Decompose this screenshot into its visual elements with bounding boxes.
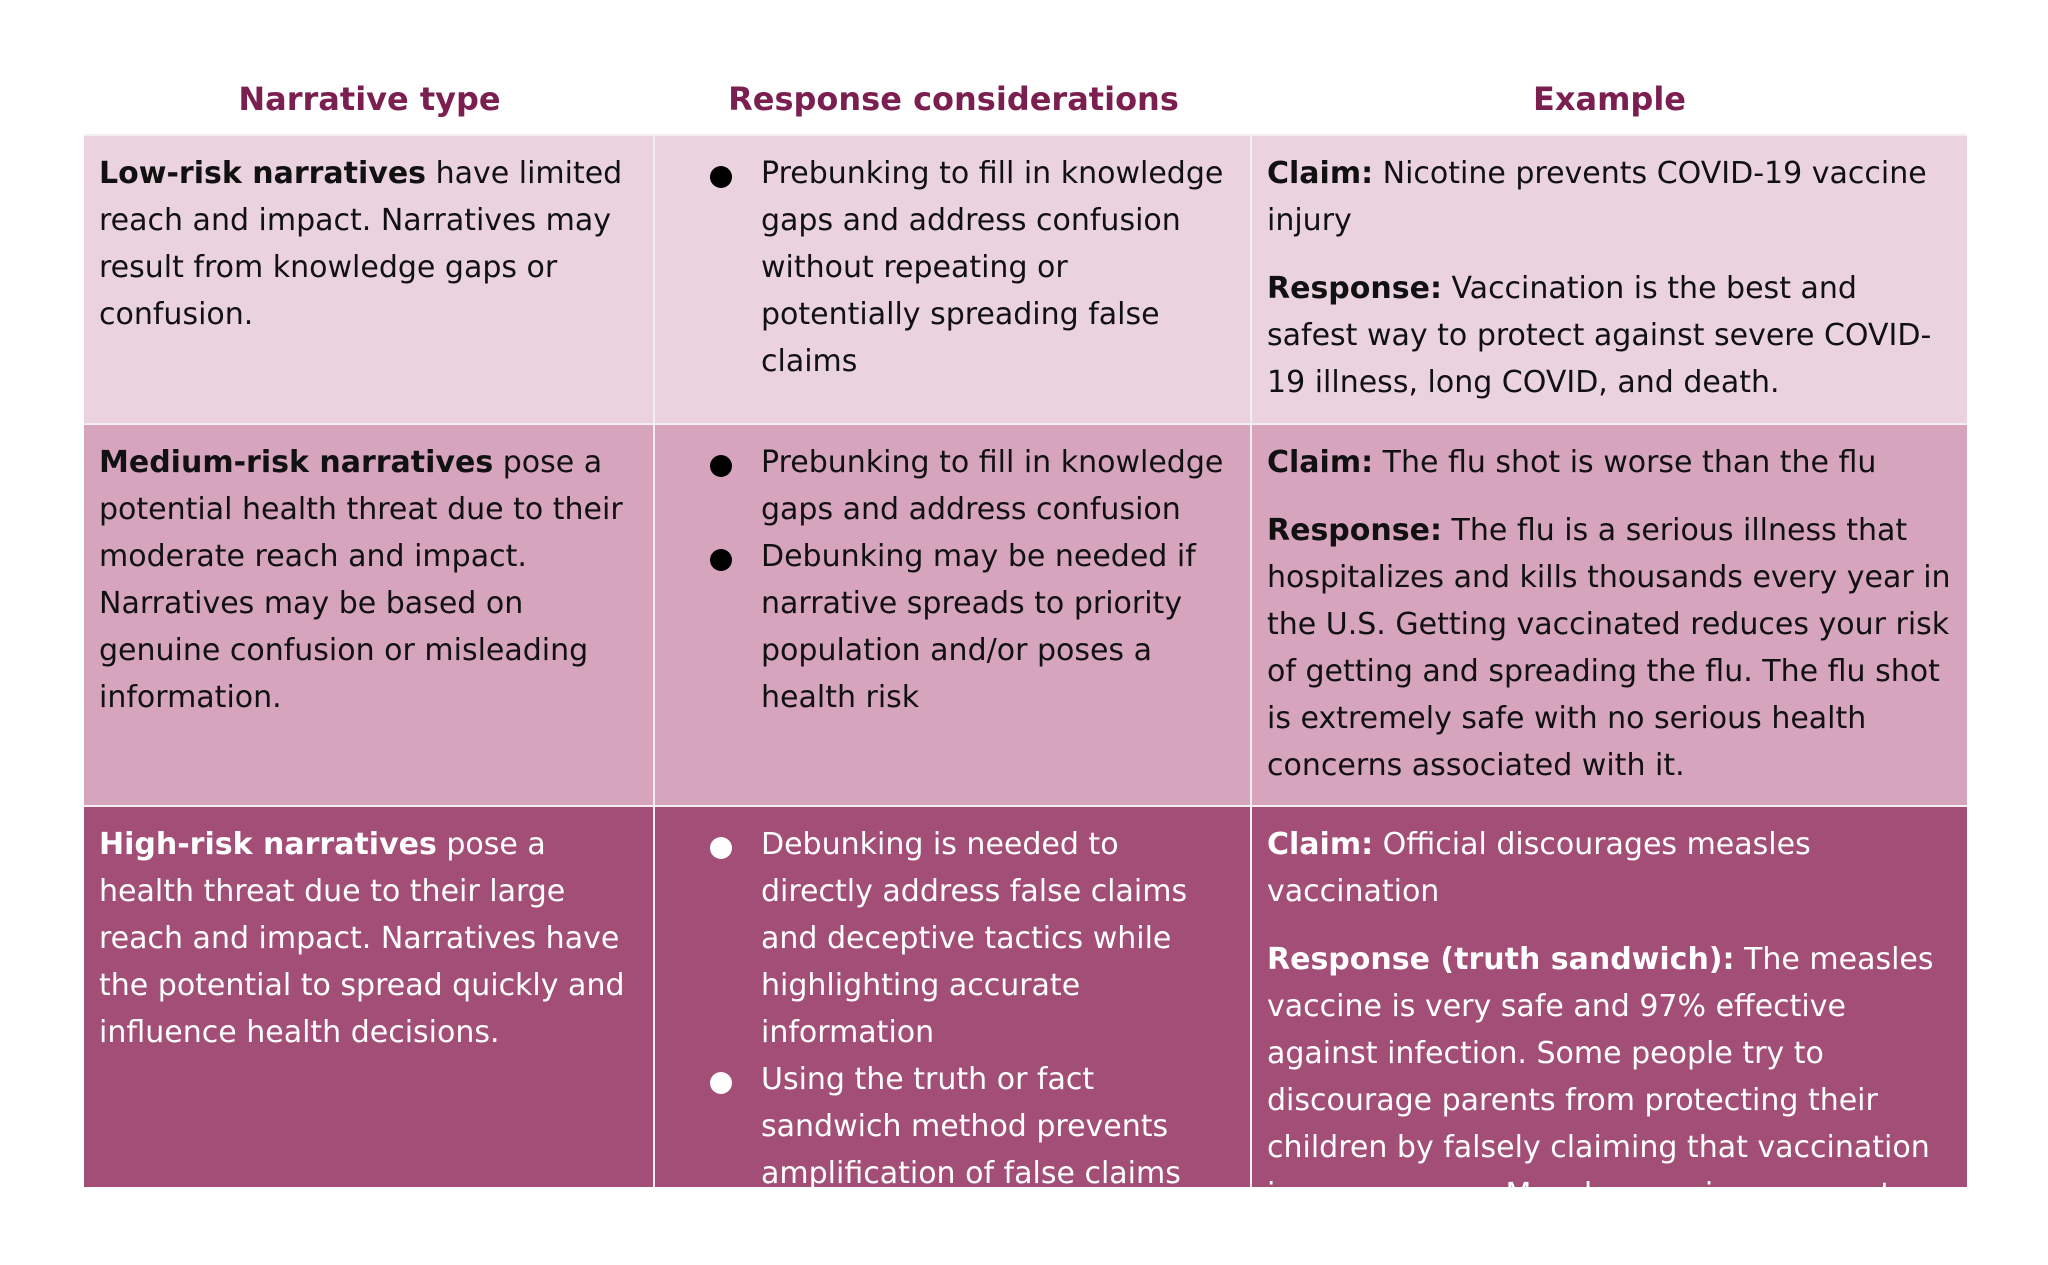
table-row-low-risk: [84, 134, 1967, 423]
bullet-icon: [710, 1072, 732, 1094]
response-considerations-cell: [655, 425, 1252, 805]
risk-level-label: Medium-risk narratives: [99, 445, 494, 480]
list-item: Prebunking to fill in knowledge gaps and address confusion without repeating or potentially spreading false claims: [670, 150, 1236, 385]
list-item: Debunking is needed to directly address false claims and deceptive tactics while highlighting accurate information: [670, 821, 1236, 1056]
risk-description: pose a health threat due to their large reach and impact. Narratives have the potential to spread quickly and influence health decisions.: [99, 827, 625, 1050]
bullet-icon: [710, 455, 732, 477]
claim: Claim: Nicotine prevents COVID-19 vaccine injury: [1267, 156, 1927, 238]
table-row-medium-risk: [84, 423, 1967, 805]
list-item: Debunking may be needed if narrative spreads to priority population and/or poses a health risk: [670, 533, 1236, 721]
risk-description: pose a potential health threat due to their moderate reach and impact. Narratives may be based on genuine confusion or misleading information.: [99, 445, 623, 715]
header-example: Example: [1532, 80, 1686, 118]
risk-level-label: Low-risk narratives: [99, 156, 427, 191]
bullet-icon: [710, 166, 732, 188]
example-cell: [1252, 807, 1967, 1259]
header-narrative-type: Narrative type: [238, 80, 501, 118]
bullet-icon: [710, 549, 732, 571]
risk-level-label: High-risk narratives: [99, 827, 437, 862]
narrative-response-table: [84, 64, 1967, 1259]
response-considerations-cell: [655, 807, 1252, 1191]
claim: Claim: Official discourages measles vaccination: [1267, 827, 1811, 909]
response: Response: The flu is a serious illness that hospitalizes and kills thousands every year in the U.S. Getting vaccinated reduces your risk of getting and spreading the flu. The flu shot is extremely safe with no serious health concerns associated with it.: [1267, 513, 1951, 783]
response-considerations-cell: [655, 136, 1252, 423]
risk-description: have limited reach and impact. Narratives may result from knowledge gaps or confusion.: [99, 156, 623, 332]
example-cell: [1252, 136, 1967, 423]
table-header-row: [84, 64, 1967, 134]
header-response-considerations: Response considerations: [728, 80, 1179, 118]
response: Response (truth sandwich): The measles vaccine is very safe and 97% effective against infection. Some people try to discourage parents from protecting their children by falsely claiming that vaccination is unnecessary. Measles vaccines prevent outbreaks and protect: [1267, 942, 1934, 1259]
example-cell: [1252, 425, 1967, 805]
narrative-type-cell: [84, 425, 655, 805]
narrative-type-cell: [84, 136, 655, 423]
narrative-type-cell: [84, 807, 655, 1187]
claim: Claim: The flu shot is worse than the flu: [1267, 445, 1877, 480]
table-row-high-risk: [84, 805, 1967, 1259]
list-item: Prebunking to fill in knowledge gaps and address confusion: [670, 439, 1236, 533]
response: Response: Vaccination is the best and safest way to protect against severe COVID-19 illness, long COVID, and death.: [1267, 271, 1932, 400]
list-item: Using the truth or fact sandwich method prevents amplification of false claims: [670, 1056, 1236, 1197]
bullet-icon: [710, 837, 732, 859]
